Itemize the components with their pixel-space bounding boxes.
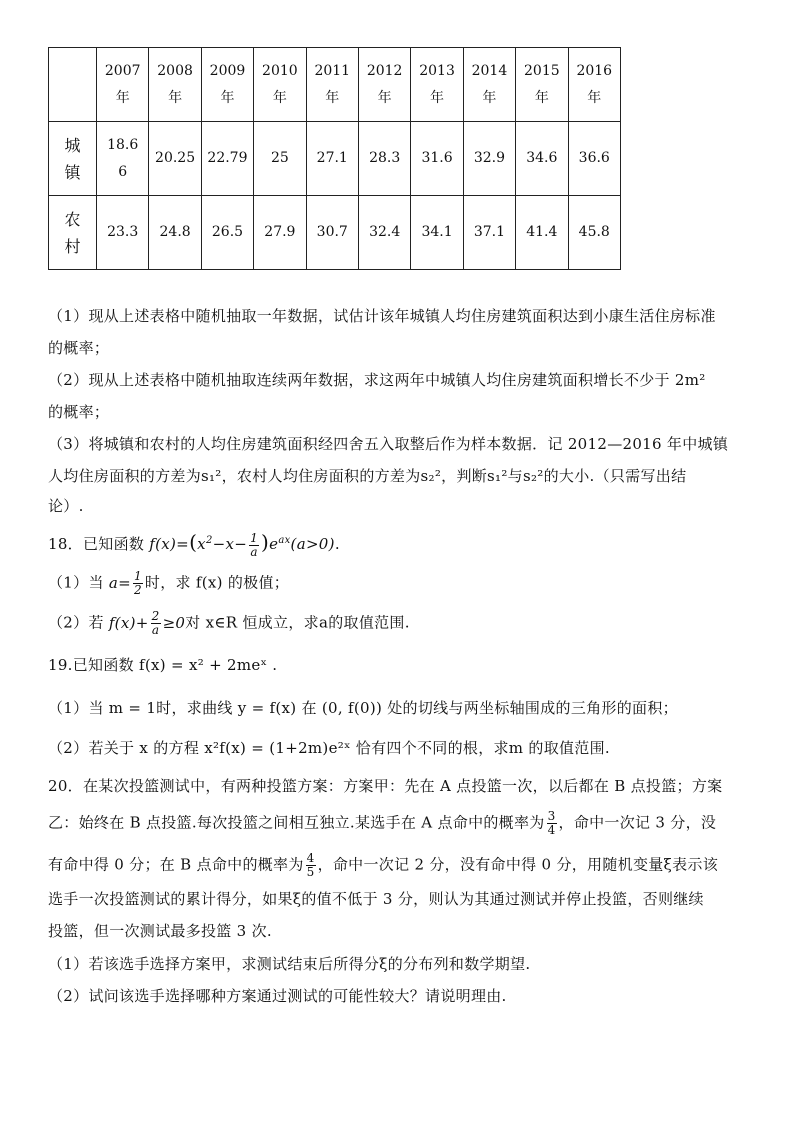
value-cell: 32.4 [358, 196, 410, 270]
value-cell: 26.5 [201, 196, 253, 270]
q17-part3-line1: （3）将城镇和农村的人均住房建筑面积经四舍五入取整后作为样本数据．记 2012—2016 年中城镇 [48, 435, 729, 453]
value-cell: 24.8 [149, 196, 201, 270]
value-cell: 41.4 [516, 196, 568, 270]
value-cell: 30.7 [306, 196, 358, 270]
value-cell: 20.25 [149, 122, 201, 196]
q18-stem: 18．已知函数 $f(x)=(x^2-x-$ $\frac{1}{a}$ )$e^{ax}(a>0)$. [48, 530, 340, 559]
q20-line4: 选手一次投篮测试的累计得分，如果ξ的值不低于 3 分，则认为其通过测试并停止投篮，否则继续 [48, 890, 704, 908]
value-cell: 25 [254, 122, 306, 196]
q18-function-formula: $f(x)=(x^2-x-$ $\frac{1}{a}$ )$e^{ax}(a>0)$ [149, 530, 335, 559]
q18-part2: （2）若 f(x)+ $\frac{2}{a}$ ≥0对 x∈R 恒成立，求a的取值范围. [48, 609, 410, 637]
year-cell: 2015 年 [516, 48, 568, 122]
q17-part2-line1: （2）现从上述表格中随机抽取连续两年数据，求这两年中城镇人均住房建筑面积增长不少于 2m² [48, 371, 706, 389]
year-cell: 2011 年 [306, 48, 358, 122]
q20-part2: （2）试问该选手选择哪种方案通过测试的可能性较大？请说明理由. [48, 987, 507, 1005]
year-cell: 2014 年 [463, 48, 515, 122]
value-cell: 27.9 [254, 196, 306, 270]
year-cell: 2013 年 [411, 48, 463, 122]
value-cell: 22.79 [201, 122, 253, 196]
value-cell: 45.8 [568, 196, 620, 270]
q20-line2: 乙：始终在 B 点投篮.每次投篮之间相互独立.某选手在 A 点命中的概率为 $\frac{3}{4}$ ，命中一次记 3 分，没 [48, 809, 717, 837]
row-label-urban: 城 镇 [49, 122, 97, 196]
q19-part1: （1）当 m = 1时，求曲线 y = f(x) 在 (0, f(0)) 处的切线与两坐标轴围成的三角形的面积； [48, 699, 678, 717]
prob-b-fraction: $\frac{4}{5}$ [306, 851, 315, 879]
q20-line1: 20．在某次投篮测试中，有两种投篮方案：方案甲：先在 A 点投篮一次，以后都在 B 点投篮；方案 [48, 777, 723, 795]
data-table [48, 47, 621, 270]
row-label-rural: 农 村 [49, 196, 97, 270]
value-cell: 34.1 [411, 196, 463, 270]
q17-part1-line1: （1）现从上述表格中随机抽取一年数据，试估计该年城镇人均住房建筑面积达到小康生活住房标准 [48, 307, 716, 325]
value-cell: 37.1 [463, 196, 515, 270]
table-row-rural [49, 196, 621, 270]
year-cell: 2016 年 [568, 48, 620, 122]
q18-condition-a: a= $\frac{1}{2}$ [108, 569, 142, 597]
table-corner-cell [49, 48, 97, 122]
q17-part1-line2: 的概率； [48, 339, 110, 357]
q18-inequality: f(x)+ $\frac{2}{a}$ ≥0 [108, 609, 186, 637]
q17-part3-line3: 论）. [48, 497, 84, 515]
q20-part1: （1）若该选手选择方案甲，求测试结束后所得分ξ的分布列和数学期望. [48, 955, 531, 973]
value-cell: 28.3 [358, 122, 410, 196]
q19-stem: 19.已知函数 f(x) = x² + 2meˣ . [48, 656, 278, 674]
year-cell: 2008 年 [149, 48, 201, 122]
q19-part2: （2）若关于 x 的方程 x²f(x) = (1+2m)e²ˣ 恰有四个不同的根，求m 的取值范围. [48, 739, 610, 757]
year-cell: 2010 年 [254, 48, 306, 122]
value-cell: 36.6 [568, 122, 620, 196]
value-cell: 31.6 [411, 122, 463, 196]
table-row-urban [49, 122, 621, 196]
prob-a-fraction: $\frac{3}{4}$ [547, 809, 556, 837]
q17-part3-line2: 人均住房面积的方差为s₁²，农村人均住房面积的方差为s₂²，判断s₁²与s₂²的大小.（只需写出结 [48, 467, 687, 485]
value-cell: 23.3 [97, 196, 149, 270]
q20-line3: 有命中得 0 分；在 B 点命中的概率为 $\frac{4}{5}$ ，命中一次记 2 分，没有命中得 0 分，用随机变量ξ表示该 [48, 851, 719, 879]
value-cell: 18.6 6 [97, 122, 149, 196]
year-cell: 2009 年 [201, 48, 253, 122]
year-cell: 2012 年 [358, 48, 410, 122]
value-cell: 27.1 [306, 122, 358, 196]
table-header-row [49, 48, 621, 122]
value-cell: 34.6 [516, 122, 568, 196]
q17-part2-line2: 的概率； [48, 403, 110, 421]
q18-part1: （1）当 a= $\frac{1}{2}$ 时，求 f(x) 的极值； [48, 569, 290, 597]
value-cell: 32.9 [463, 122, 515, 196]
q20-line5: 投篮，但一次测试最多投篮 3 次. [48, 922, 272, 940]
year-cell: 2007 年 [97, 48, 149, 122]
